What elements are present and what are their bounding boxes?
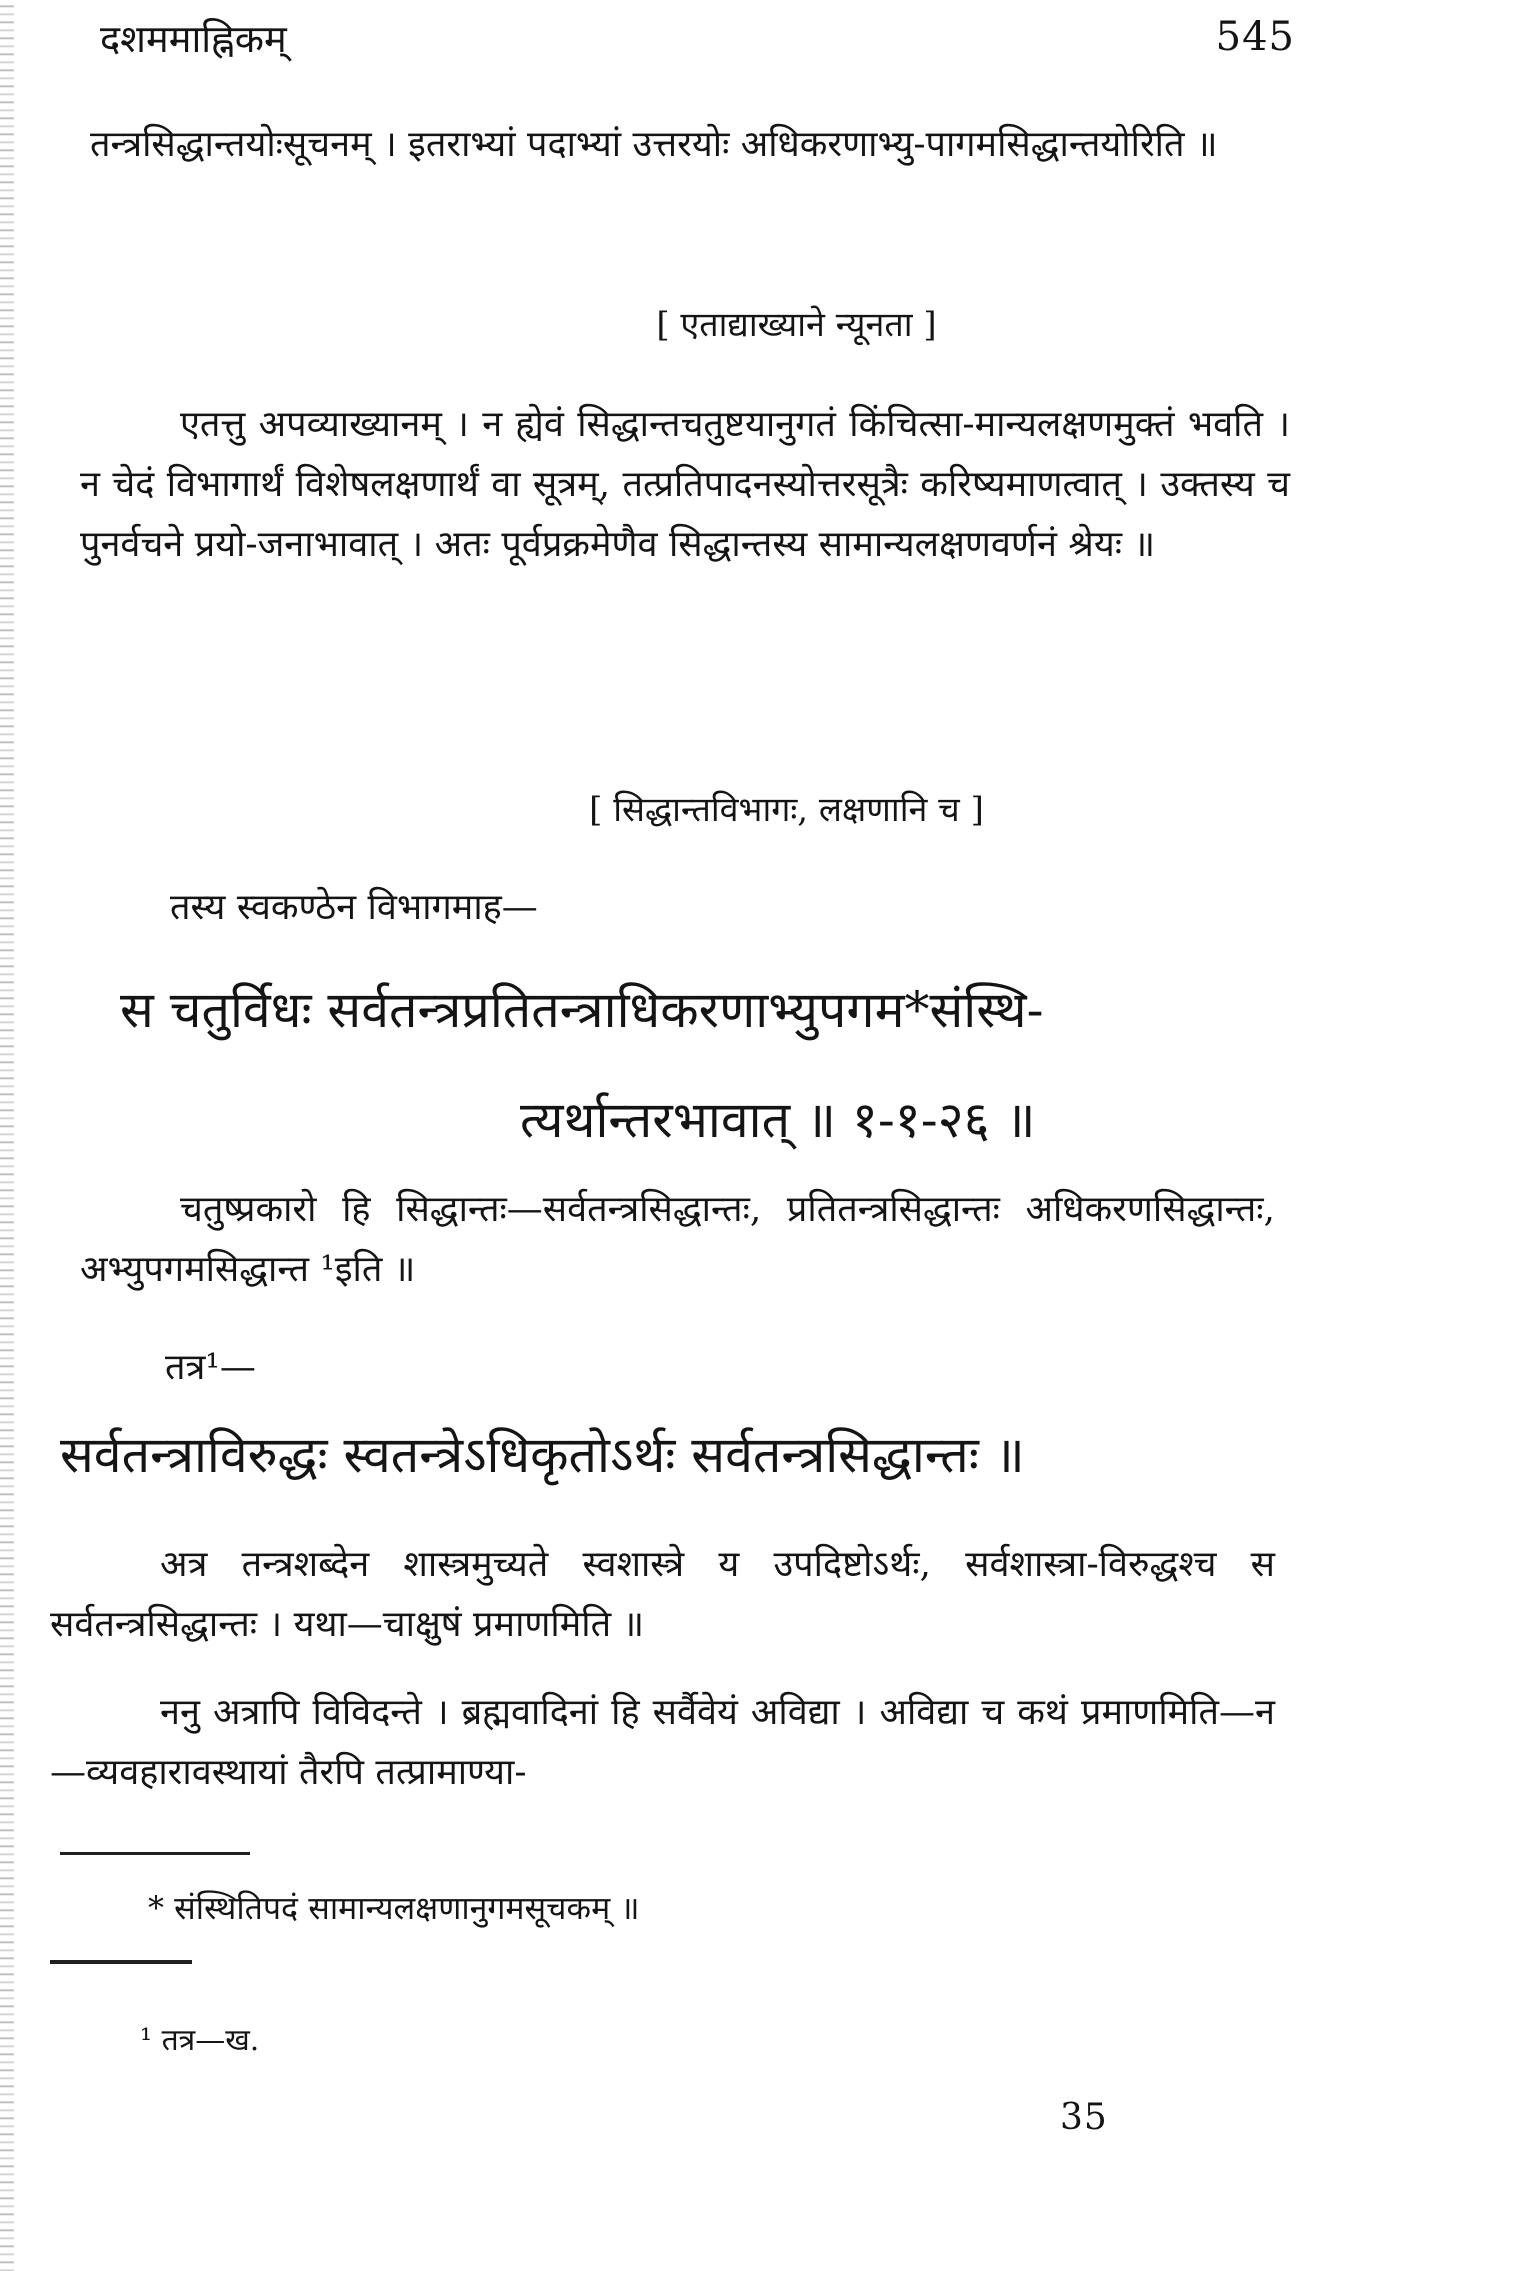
paragraph-sarvatantra-explanation: अत्र तन्त्रशब्देन शास्त्रमुच्यते स्वशास्त्रे य उपदिष्टोऽर्थः, सर्वशास्त्रा-विरुद्धश्च स सर्वतन्त्रसिद्धान्तः । यथा—चाक्षुषं प्रमाणमिति ॥ — [50, 1544, 1275, 1645]
printer-signature-mark: 35 — [1060, 2097, 1108, 2138]
footnote-star: * संस्थितिपदं सामान्यलक्षणानुगमसूचकम् ॥ — [148, 1889, 640, 1927]
sutra-introduction: तस्य स्वकण्ठेन विभागमाह— — [170, 887, 538, 928]
paragraph-criticism: एतत्तु अपव्याख्यानम् । न ह्येवं सिद्धान्तचतुष्टयानुगतं किंचित्सा-मान्यलक्षणमुक्तं भवति । न चेदं विभागार्थं विशेषलक्षणार्थं वा सूत्रम्, तत्प्रतिपादनस्योत्तरसूत्रैः करिष्यमाणत्वात् । उक्तस्य च पुनर्वचने प्रयो-जनाभावात् । अतः पूर्वप्रक्रमेणैव सिद्धान्तस्य सामान्यलक्षणवर्णनं श्रेयः ॥ — [80, 404, 1290, 565]
scan-edge-border — [0, 0, 14, 2271]
page-number: 545 — [1215, 14, 1295, 60]
running-header-title: दशममाह्निकम् — [100, 17, 287, 61]
tatra-lead: तत्र¹— — [165, 1347, 256, 1388]
paragraph-continuation: तन्त्रसिद्धान्तयोःसूचनम् । इतराभ्यां पदाभ्यां उत्तरयोः अधिकरणाभ्यु-पागमसिद्धान्तयोरिति ॥ — [90, 124, 1218, 165]
sutra-1-line-2: त्यर्थान्तरभावात् ॥ १-१-२६ ॥ — [520, 1091, 1036, 1149]
sutra-2: सर्वतन्त्राविरुद्धः स्वतन्त्रेऽधिकृतोऽर्थः सर्वतन्त्रसिद्धान्तः ॥ — [60, 1426, 1025, 1484]
sutra-1-line-1: स चतुर्विधः सर्वतन्त्रप्रतितन्त्राधिकरणाभ्युपगम*संस्थि- — [120, 981, 1044, 1039]
footnote-divider — [60, 1852, 250, 1855]
section-heading-defect: [ एताद्याख्याने न्यूनता ] — [656, 305, 937, 345]
paragraph-objection: ननु अत्रापि विविदन्ते । ब्रह्मवादिनां हि सर्वैवेयं अविद्या । अविद्या च कथं प्रमाणमिति—न—व्यवहारावस्थायां तैरपि तत्प्रामाण्या- — [50, 1692, 1275, 1793]
footnote-1: ¹ तत्र—ख. — [140, 2023, 260, 2058]
paragraph-four-kinds: चतुष्प्रकारो हि सिद्धान्तः—सर्वतन्त्रसिद्धान्तः, प्रतितन्त्रसिद्धान्तः अधिकरणसिद्धान्तः, अभ्युपगमसिद्धान्त ¹इति ॥ — [80, 1189, 1275, 1290]
section-heading-divisions: [ सिद्धान्तविभागः, लक्षणानि च ] — [589, 790, 984, 830]
footnote-divider-2 — [50, 1960, 192, 1964]
